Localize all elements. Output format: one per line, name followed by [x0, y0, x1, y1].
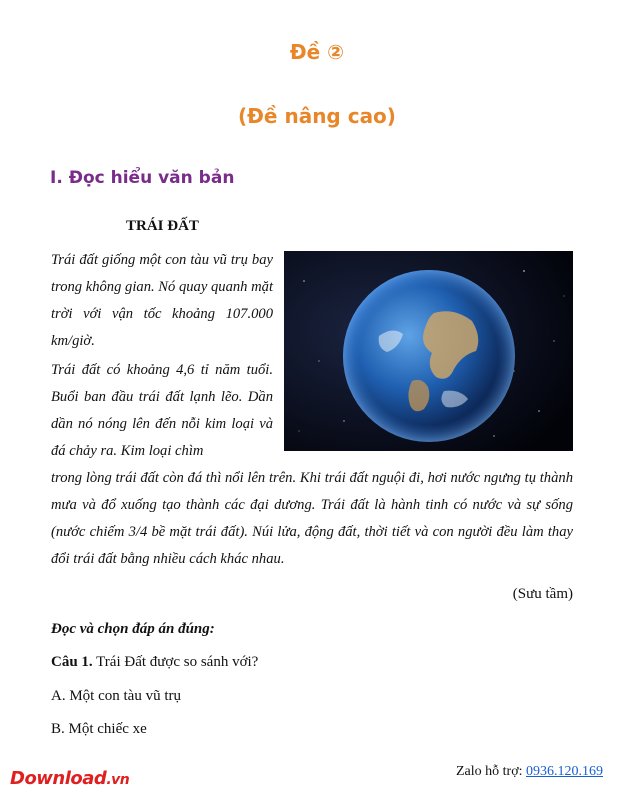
support-phone-link[interactable]: 0936.120.169 — [526, 764, 603, 779]
support-info — [456, 764, 603, 780]
support-label: Zalo hỗ trợ: — [456, 764, 526, 779]
passage-source: (Sưu tầm) — [512, 586, 573, 602]
passage-title: TRÁI ĐẤT — [126, 218, 199, 234]
logo-tld: .vn — [106, 772, 130, 788]
question-text: Trái Đất được so sánh với? — [92, 654, 259, 670]
question-label: Câu 1. — [51, 654, 93, 670]
section-heading: I. Đọc hiểu văn bản — [50, 168, 235, 188]
option-b[interactable]: B. Một chiếc xe — [51, 721, 147, 737]
passage-paragraph-2-rest: trong lòng trái đất còn đá thì nổi lên trên. Khi trái đất nguội đi, hơi nước ngưng tụ thành mưa và đổ xuống tạo thành các đại dương. Trái đất là hành tinh có nước và sự sống (nước chiếm 3/4 bề mặt trái đất). Núi lửa, động đất, thời tiết và con người đều làm thay đổi trái đất bằng nhiều cách khác nhau. — [51, 470, 573, 567]
option-a[interactable]: A. Một con tàu vũ trụ — [51, 688, 181, 704]
passage-paragraph-2-wrapped: Trái đất có khoảng 4,6 tỉ năm tuổi. Buổi ban đầu trái đất lạnh lẽo. Dần dần nó nóng lên đến nỗi kim loại và đá chảy ra. Kim loại chìm — [51, 362, 273, 459]
logo-main: Download — [10, 768, 107, 789]
quiz-instruction: Đọc và chọn đáp án đúng: — [51, 621, 215, 637]
page-title: Đề ② — [289, 40, 345, 64]
passage-paragraph-1: Trái đất giống một con tàu vũ trụ bay trong không gian. Nó quay quanh mặt trời với vận tốc khoảng 107.000 km/giờ. — [51, 252, 274, 349]
passage-body — [51, 247, 573, 575]
question-1 — [51, 654, 258, 671]
page-subtitle: (Đề nâng cao) — [238, 104, 396, 128]
download-logo[interactable] — [10, 768, 129, 789]
